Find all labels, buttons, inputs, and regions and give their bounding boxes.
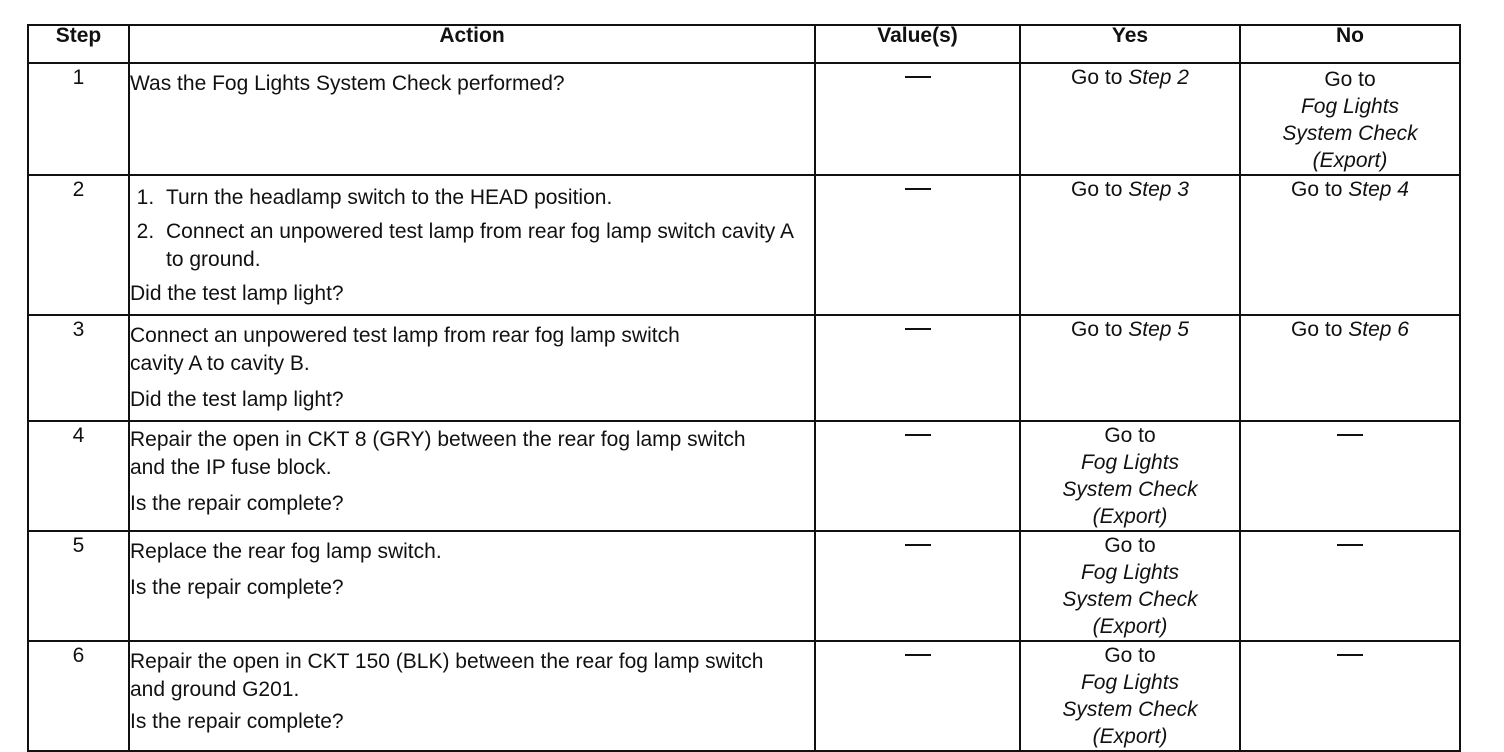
dash-mark: [1337, 434, 1363, 436]
dash-mark: [905, 544, 931, 546]
action-steps-list: [130, 184, 814, 274]
no-cell: [1240, 421, 1460, 531]
header-yes: Yes: [1020, 25, 1240, 63]
yes-prefix: Go to: [1071, 178, 1129, 201]
diagnostic-table: [27, 24, 1461, 752]
yes-line-3: (Export): [1092, 505, 1168, 528]
value-cell: [815, 641, 1020, 751]
no-line-1: Go to Fog Lights: [1300, 68, 1400, 118]
table-row: [28, 641, 1460, 751]
yes-line-1: Go to Fog Lights: [1080, 534, 1180, 584]
value-cell: [815, 63, 1020, 175]
yes-prefix: Go to: [1071, 318, 1129, 341]
dash-mark: [1337, 654, 1363, 656]
no-prefix: Go to: [1291, 318, 1349, 341]
table-row: [28, 531, 1460, 641]
action-cell: [129, 175, 815, 315]
header-step: Step: [28, 25, 129, 63]
table-row: [28, 421, 1460, 531]
header-action: Action: [129, 25, 815, 63]
yes-link[interactable]: Step 3: [1128, 178, 1189, 201]
yes-line-2: System Check: [1062, 588, 1198, 611]
yes-cell[interactable]: [1020, 63, 1240, 175]
yes-link[interactable]: Step 2: [1128, 66, 1189, 89]
action-cell: [129, 531, 815, 641]
value-cell: [815, 531, 1020, 641]
dash-mark: [1337, 544, 1363, 546]
step-number: 2: [28, 175, 129, 315]
yes-link[interactable]: Step 5: [1128, 318, 1189, 341]
action-cell: [129, 63, 815, 175]
action-text: Was the Fog Lights System Check performed?: [130, 72, 565, 95]
no-line-2: System Check: [1282, 122, 1418, 145]
yes-cell[interactable]: [1020, 175, 1240, 315]
yes-cell[interactable]: [1020, 641, 1240, 751]
action-question: Is the repair complete?: [130, 576, 344, 599]
action-text: Repair the open in CKT 8 (GRY) between the rear fog lamp switch and the IP fuse block.: [130, 428, 746, 479]
yes-cell[interactable]: [1020, 315, 1240, 421]
dash-mark: [905, 328, 931, 330]
yes-line-2: System Check: [1062, 698, 1198, 721]
yes-line-2: System Check: [1062, 478, 1198, 501]
action-step-1: 1. Turn the headlamp switch to the HEAD position.: [160, 184, 814, 212]
action-cell: [129, 315, 815, 421]
value-cell: [815, 315, 1020, 421]
no-line-3: (Export): [1312, 149, 1388, 172]
yes-prefix: Go to: [1071, 66, 1129, 89]
step-number: 4: [28, 421, 129, 531]
table-row: [28, 175, 1460, 315]
yes-cell[interactable]: [1020, 531, 1240, 641]
no-link[interactable]: Step 6: [1348, 318, 1409, 341]
dash-mark: [905, 434, 931, 436]
action-text: Connect an unpowered test lamp from rear fog lamp switch cavity A to cavity B.: [130, 324, 680, 375]
step-number: 6: [28, 641, 129, 751]
yes-line-1: Go to Fog Lights: [1080, 644, 1180, 694]
step-number: 3: [28, 315, 129, 421]
yes-cell[interactable]: [1020, 421, 1240, 531]
step-number: 5: [28, 531, 129, 641]
no-link[interactable]: Step 4: [1348, 178, 1409, 201]
action-question: Is the repair complete?: [130, 492, 344, 515]
yes-line-3: (Export): [1092, 725, 1168, 748]
step-number: 1: [28, 63, 129, 175]
no-cell[interactable]: [1240, 175, 1460, 315]
header-no: No: [1240, 25, 1460, 63]
dash-mark: [905, 76, 931, 78]
value-cell: [815, 175, 1020, 315]
no-cell: [1240, 531, 1460, 641]
table-row: [28, 63, 1460, 175]
yes-line-3: (Export): [1092, 615, 1168, 638]
header-row: [28, 25, 1460, 63]
value-cell: [815, 421, 1020, 531]
action-cell: [129, 641, 815, 751]
action-question: Did the test lamp light?: [130, 282, 344, 305]
no-cell: [1240, 641, 1460, 751]
no-cell[interactable]: [1240, 63, 1460, 175]
action-text: Repair the open in CKT 150 (BLK) between the rear fog lamp switch and ground G201.: [130, 650, 764, 701]
dash-mark: [905, 188, 931, 190]
dash-mark: [905, 654, 931, 656]
action-cell: [129, 421, 815, 531]
header-values: Value(s): [815, 25, 1020, 63]
action-question: Did the test lamp light?: [130, 388, 344, 411]
no-prefix: Go to: [1291, 178, 1349, 201]
action-question: Is the repair complete?: [130, 710, 344, 733]
action-step-2: 2. Connect an unpowered test lamp from rear fog lamp switch cavity A to ground.: [160, 218, 814, 274]
no-cell[interactable]: [1240, 315, 1460, 421]
yes-line-1: Go to Fog Lights: [1080, 424, 1180, 474]
action-text: Replace the rear fog lamp switch.: [130, 540, 442, 563]
table-row: [28, 315, 1460, 421]
